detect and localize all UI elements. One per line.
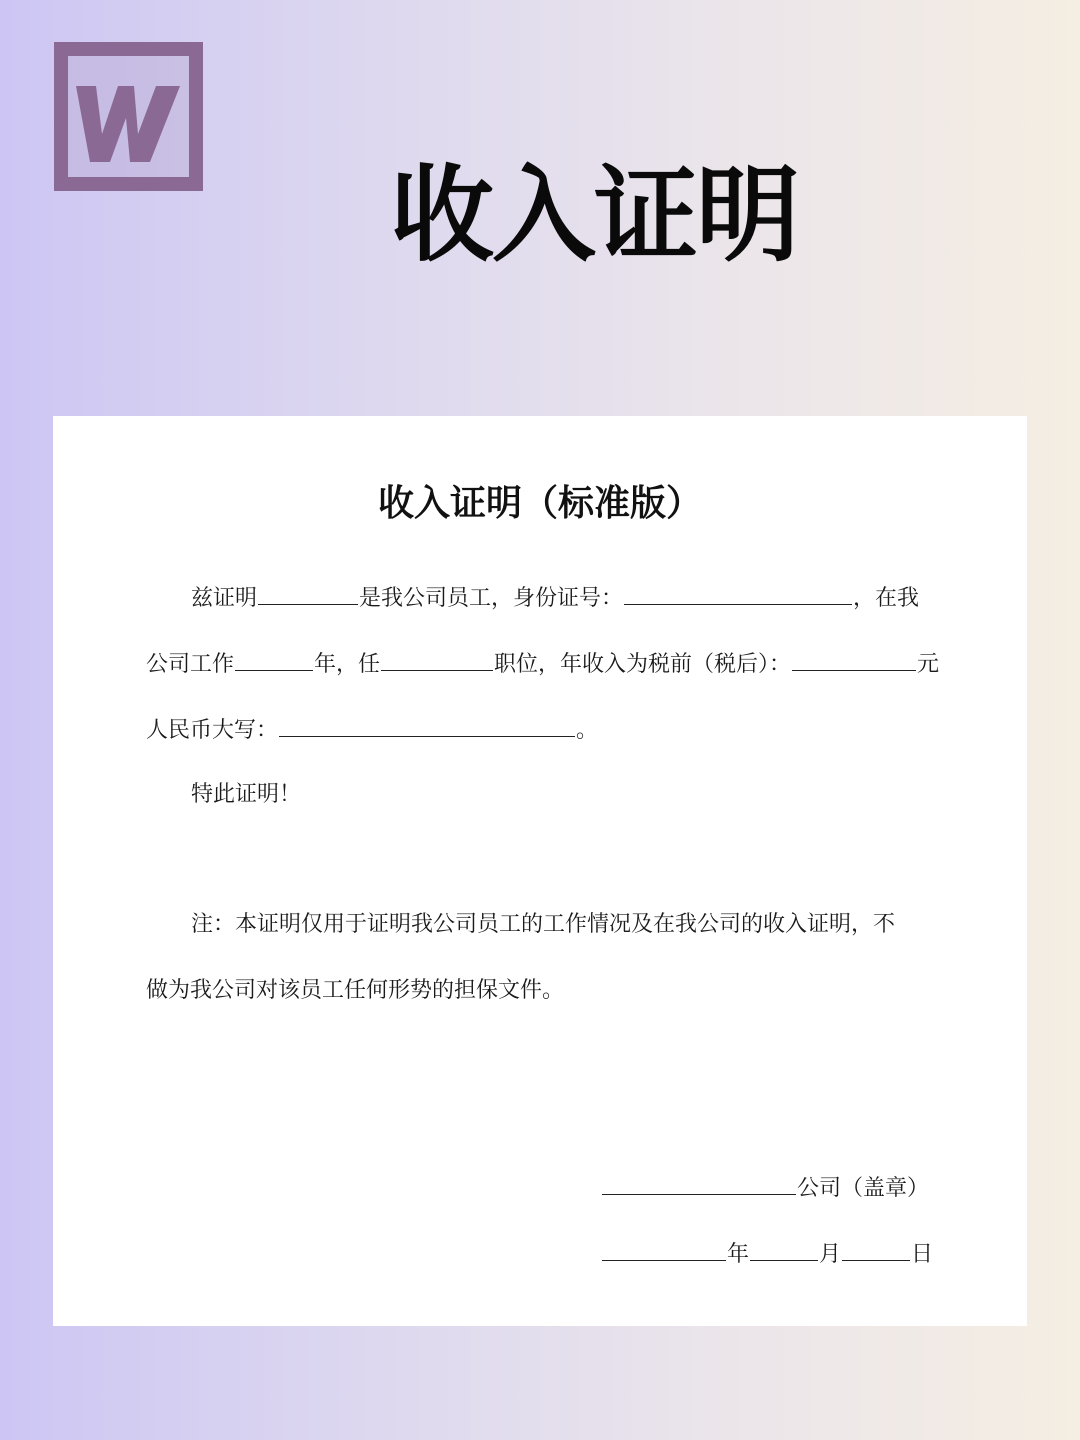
text-yuan: 元 (917, 652, 940, 677)
month-label: 月 (819, 1242, 842, 1267)
document-page (53, 416, 1027, 1326)
month-blank[interactable] (750, 1238, 818, 1261)
document-title: 收入证明（标准版） (377, 483, 702, 524)
year-label: 年 (727, 1242, 750, 1267)
years-blank[interactable] (235, 648, 313, 671)
text-is-employee: 是我公司员工，身份证号： (359, 586, 624, 611)
word-w-icon (68, 56, 189, 177)
amount-uppercase-blank[interactable] (279, 714, 575, 737)
note-line-1: 注：本证明仅用于证明我公司员工的工作情况及在我公司的收入证明，不 (191, 912, 896, 937)
name-blank[interactable] (258, 582, 358, 605)
day-blank[interactable] (842, 1238, 910, 1261)
paragraph-rmb (146, 714, 946, 746)
text-income: 职位，年收入为税前（税后）： (494, 652, 792, 677)
text-at-our: ，在我 (853, 586, 920, 611)
date-line (601, 1238, 933, 1270)
paragraph-hereby: 特此证明！ (191, 782, 302, 807)
company-seal-label: 公司（盖章） (797, 1176, 930, 1201)
word-logo-icon (54, 42, 203, 191)
note-line-2: 做为我公司对该员工任何形势的担保文件。 (146, 978, 565, 1003)
year-blank[interactable] (602, 1238, 726, 1261)
id-number-blank[interactable] (624, 582, 852, 605)
paragraph-employee (146, 582, 991, 614)
company-seal-line (601, 1172, 929, 1204)
paragraph-work (146, 648, 946, 680)
company-name-blank[interactable] (602, 1172, 796, 1195)
text-rmb-uppercase: 人民币大写： (146, 718, 279, 743)
text-period: 。 (576, 718, 599, 743)
position-blank[interactable] (381, 648, 493, 671)
text-certify: 兹证明 (191, 586, 258, 611)
text-company-work: 公司工作 (146, 652, 235, 677)
text-year-position: 年，任 (314, 652, 381, 677)
income-blank[interactable] (792, 648, 916, 671)
day-label: 日 (911, 1242, 934, 1267)
hero-title: 收入证明 (390, 154, 799, 276)
